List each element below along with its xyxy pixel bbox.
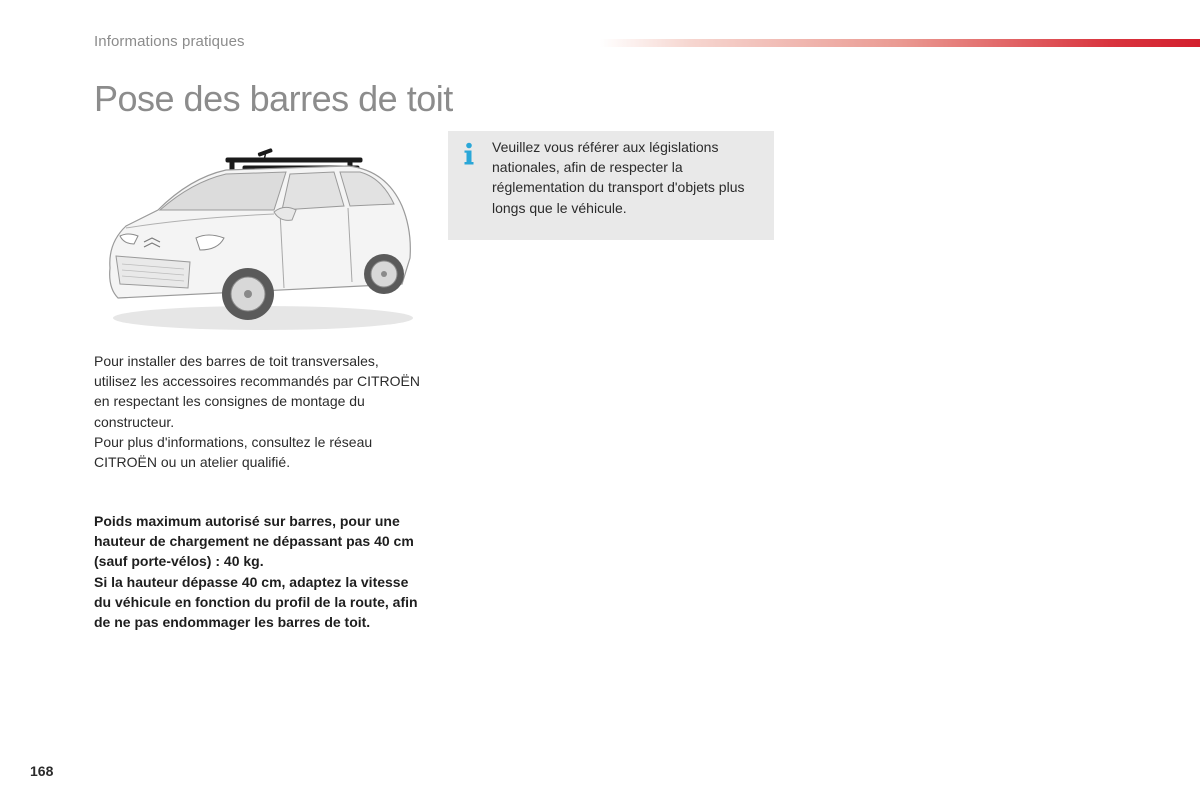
side-window-front (282, 172, 344, 210)
info-icon (462, 142, 476, 166)
load-warning-paragraph: Si la hauteur dépasse 40 cm, adaptez la vitesse du véhicule en fonction du profil de la route, afin de ne pas endommager les barres de toit. (94, 573, 418, 631)
page-number: 168 (30, 763, 54, 779)
load-warning (94, 511, 424, 632)
header-accent-bar (600, 39, 1200, 47)
car-roof-bars-illustration (98, 148, 416, 334)
instructions-paragraph: Pour installer des barres de toit transversales, utilisez les accessoires recommandés par CITROËN en respectant les consignes de montage du constructeur. (94, 353, 420, 430)
front-grille (116, 256, 190, 288)
installation-instructions (94, 351, 424, 472)
front-wheel (222, 268, 274, 320)
windshield (160, 172, 286, 210)
info-box (448, 131, 774, 240)
page-title: Pose des barres de toit (94, 78, 453, 119)
info-text: Veuillez vous référer aux législations nationales, afin de respecter la réglementation du transport d'objets plus longs que le véhicule. (492, 139, 745, 216)
instructions-paragraph: Pour plus d'informations, consultez le réseau CITROËN ou un atelier qualifié. (94, 433, 373, 471)
rear-wheel (364, 254, 404, 294)
section-header: Informations pratiques (94, 33, 245, 50)
load-warning-paragraph: Poids maximum autorisé sur barres, pour une hauteur de chargement ne dépassant pas 40 cm (sauf porte-vélos) : 40 kg. (94, 513, 414, 570)
